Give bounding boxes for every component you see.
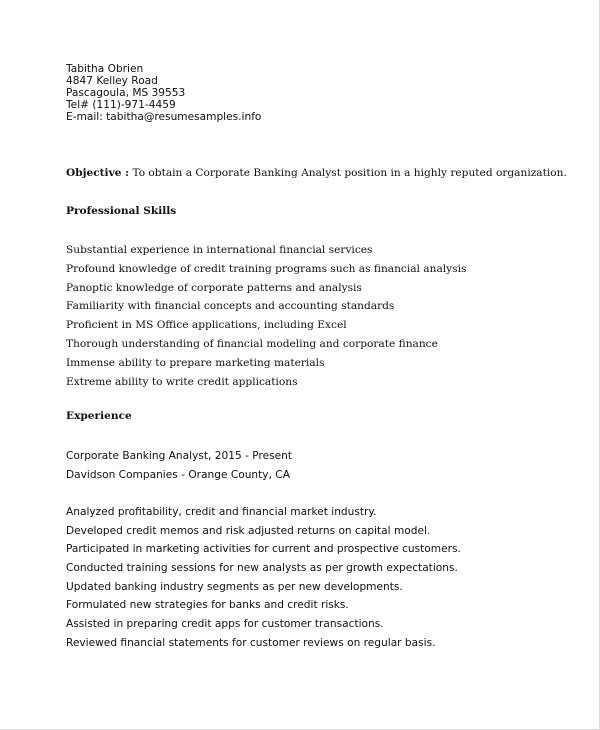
skill-item: Thorough understanding of financial modeling and corporate finance — [66, 337, 438, 350]
contact-email: E-mail: tabitha@resumesamples.info — [66, 111, 262, 123]
duty-item: Updated banking industry segments as per new developments. — [66, 580, 403, 593]
duty-item: Participated in marketing activities for current and prospective customers. — [66, 543, 461, 556]
contact-city: Pascagoula, MS 39553 — [66, 87, 186, 99]
contact-phone: Tel# (111)-971-4459 — [66, 99, 176, 111]
skill-item: Extreme ability to write credit applications — [66, 375, 298, 388]
skill-item: Profound knowledge of credit training programs such as financial analysis — [66, 262, 467, 275]
skill-item: Panoptic knowledge of corporate patterns and analysis — [66, 281, 362, 294]
job-header — [66, 449, 292, 486]
duty-item: Reviewed financial statements for customer reviews on regular basis. — [66, 636, 436, 649]
experience-heading: Experience — [66, 410, 132, 422]
skill-item: Proficient in MS Office applications, including Excel — [66, 319, 347, 332]
skills-list — [66, 243, 466, 393]
duty-item: Developed credit memos and risk adjusted returns on capital model. — [66, 524, 431, 537]
duty-item: Conducted training sessions for new analysts as per growth expectations. — [66, 562, 458, 575]
duty-item: Formulated new strategies for banks and credit risks. — [66, 599, 349, 612]
contact-name: Tabitha Obrien — [66, 63, 144, 75]
objective-label: Objective : — [66, 167, 130, 179]
skill-item: Substantial experience in international financial services — [66, 244, 373, 256]
skill-item: Immense ability to prepare marketing materials — [66, 356, 325, 369]
resume-content — [66, 63, 586, 649]
contact-street: 4847 Kelley Road — [66, 75, 158, 87]
objective-line — [66, 167, 567, 179]
skill-item: Familiarity with financial concepts and accounting standards — [66, 300, 395, 313]
job-company: Davidson Companies - Orange County, CA — [66, 468, 290, 481]
duty-item: Assisted in preparing credit apps for customer transactions. — [66, 618, 384, 631]
job-title: Corporate Banking Analyst, 2015 - Present — [66, 450, 293, 462]
duties-list — [66, 505, 461, 655]
objective-text: To obtain a Corporate Banking Analyst position in a highly reputed organization. — [129, 167, 567, 179]
duty-item: Analyzed profitability, credit and financial market industry. — [66, 506, 377, 518]
contact-block — [66, 63, 586, 123]
skills-heading: Professional Skills — [66, 205, 177, 217]
